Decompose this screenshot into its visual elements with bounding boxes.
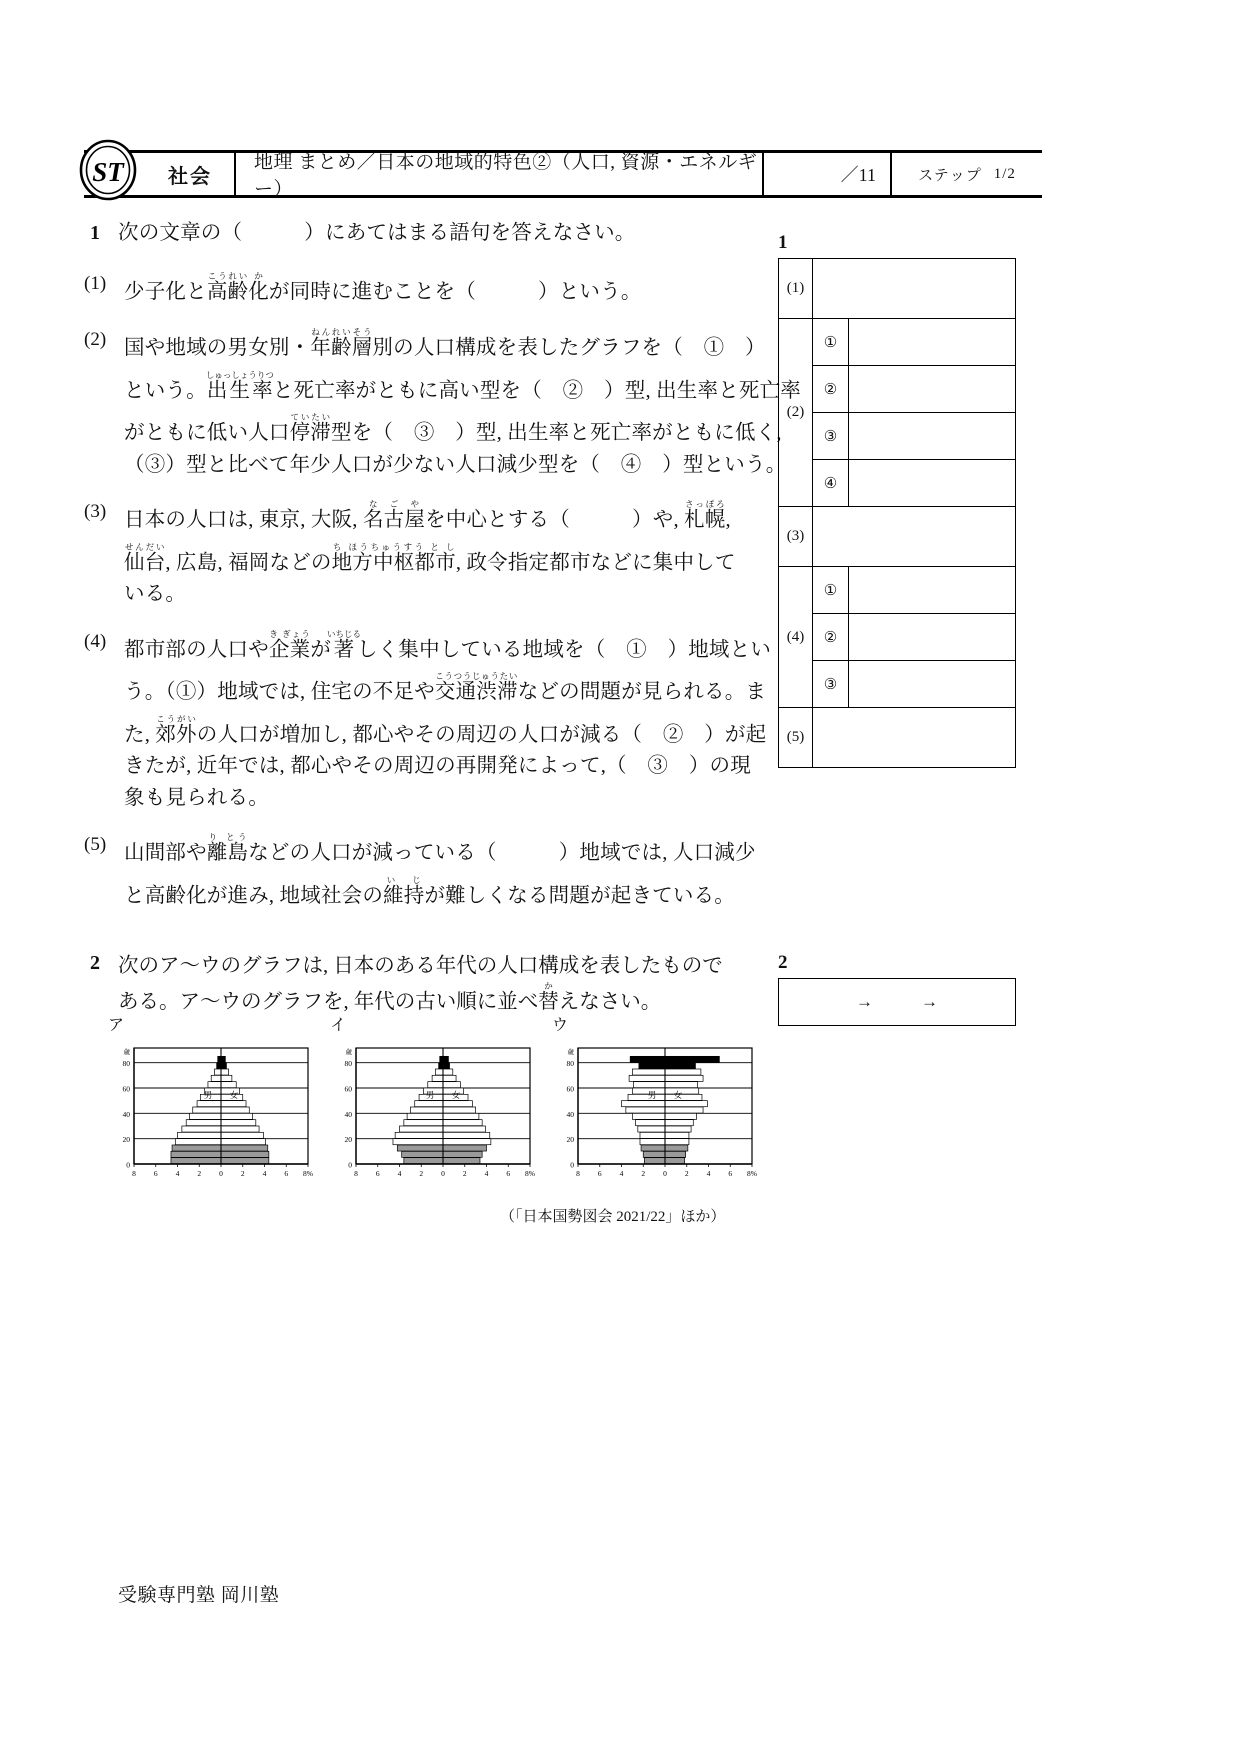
svg-text:6: 6 [284, 1169, 289, 1178]
svg-text:男: 男 [647, 1090, 657, 1100]
svg-text:60: 60 [566, 1084, 574, 1094]
pyramid-chart-b [330, 1012, 535, 1196]
answer-table-1-label: 1 [778, 232, 788, 253]
table-row [779, 319, 1016, 366]
answer-sub-2-2: ② [813, 366, 849, 413]
svg-text:40: 40 [344, 1109, 352, 1119]
svg-text:60: 60 [344, 1084, 352, 1094]
answer-cell-2-2[interactable] [849, 366, 1016, 413]
furigana-ka2: か [538, 981, 559, 992]
svg-text:0: 0 [441, 1169, 445, 1178]
furigana-shusshouritsu: しゅっしょうりつ [205, 369, 274, 380]
question-1-item-2 [84, 327, 802, 476]
answer-group-5: (5) [779, 708, 813, 768]
answer-sub-4-1: ① [813, 567, 849, 614]
item-4-line-4: きたが, 近年では, 都心やその周辺の再開発によって,（ ③ ）の現 [124, 755, 751, 777]
answer-group-2: (2) [779, 319, 813, 507]
question-2 [84, 952, 774, 1017]
svg-text:20: 20 [122, 1135, 130, 1145]
answer-cell-4-2[interactable] [849, 614, 1016, 661]
svg-text:0: 0 [348, 1160, 352, 1170]
furigana-ya: や [404, 499, 426, 509]
table-row [779, 366, 1016, 413]
svg-text:歳: 歳 [567, 1049, 574, 1056]
item-label-2: (2) [84, 329, 107, 350]
svg-text:20: 20 [344, 1135, 352, 1145]
svg-text:2: 2 [684, 1169, 689, 1178]
svg-text:6: 6 [375, 1169, 380, 1178]
svg-text:2: 2 [641, 1169, 646, 1178]
svg-text:女: 女 [451, 1090, 461, 1100]
answer-cell-2-4[interactable] [849, 460, 1016, 507]
answer-sub-2-1: ① [813, 319, 849, 366]
item-2-line-2: という。出生率しゅっしょうりつと死亡率がともに高い型を（ ② ）型, 出生率と死亡率 [124, 369, 802, 402]
population-pyramid-group [108, 1012, 768, 1202]
item-body-1 [124, 271, 764, 303]
item-1-line-1: 少子化と高齢こうれい化かが同時に進むことを（ ）という。 [124, 271, 642, 303]
question-2-line-2: ある。ア～ウのグラフを, 年代の古い順に並べ替かえなさい。 [118, 981, 662, 1014]
table-row [779, 661, 1016, 708]
page-footer: 受験専門塾 岡川塾 [118, 1585, 280, 1606]
furigana-chihou: ち ほうちゅうすう と し [331, 541, 456, 552]
furigana-go: ご [383, 499, 405, 509]
furigana-nenreisou: ねんれいそう [310, 327, 373, 337]
furigana-kourei: こうれい [206, 271, 249, 281]
header-score-field[interactable]: ／11 [762, 153, 890, 195]
question-2-line-1: 次のア～ウのグラフは, 日本のある年代の人口構成を表したもので [118, 955, 723, 977]
item-body-2 [124, 327, 801, 475]
svg-text:8: 8 [354, 1169, 358, 1178]
svg-text:0: 0 [126, 1160, 130, 1170]
svg-text:6: 6 [506, 1169, 511, 1178]
pyramid-c-label: ウ [552, 1017, 569, 1034]
answer-sub-2-3: ③ [813, 413, 849, 460]
svg-text:40: 40 [122, 1109, 130, 1119]
answer-table-2[interactable] [778, 978, 1016, 1026]
svg-text:4: 4 [262, 1169, 267, 1178]
item-5-line-2: と高齢化が進み, 地域社会の維持い じが難しくなる問題が起きている。 [124, 874, 735, 907]
svg-text:男: 男 [203, 1090, 213, 1100]
answer-2-arrow-2: → [921, 992, 938, 1011]
answer-group-1: (1) [779, 259, 813, 319]
header-title: 地理 まとめ／日本の地域的特色②（人口, 資源・エネルギー） [234, 153, 762, 195]
svg-text:6: 6 [153, 1169, 158, 1178]
pyramid-chart-a [108, 1012, 313, 1196]
furigana-kougai: こうがい [155, 713, 197, 724]
svg-text:0: 0 [570, 1160, 574, 1170]
furigana-na: な [362, 499, 384, 509]
item-2-line-4: （③）型と比べて年少人口が少ない人口減少型を（ ④ ）型という。 [124, 453, 787, 476]
question-1-prompt: 次の文章の（ ）にあてはまる語句を答えなさい。 [118, 222, 636, 244]
item-3-line-1: 日本の人口は, 東京, 大阪, 名な古ご屋やを中心とする（ ）や, 札幌さっぽろ, [124, 499, 731, 531]
item-5-line-1: 山間部や離島り とうなどの人口が減っている（ ）地域では, 人口減少 [124, 832, 756, 864]
table-row [779, 259, 1016, 319]
header-step [890, 153, 1042, 195]
step-value: 1/2 [993, 165, 1016, 182]
svg-text:6: 6 [728, 1169, 733, 1178]
svg-text:80: 80 [344, 1059, 352, 1069]
svg-text:4: 4 [397, 1169, 402, 1178]
item-3-line-3: いる。 [124, 583, 187, 605]
table-row [779, 567, 1016, 614]
svg-text:8%: 8% [747, 1169, 757, 1178]
svg-text:6: 6 [597, 1169, 602, 1178]
svg-text:男: 男 [425, 1090, 435, 1100]
answer-table-2-label: 2 [778, 952, 788, 973]
svg-text:8: 8 [132, 1169, 136, 1178]
question-1-item-4 [84, 628, 772, 809]
answer-cell-3[interactable] [813, 507, 1016, 567]
table-row [779, 708, 1016, 768]
question-1-prompt-row [84, 222, 764, 245]
answer-sub-2-4: ④ [813, 460, 849, 507]
svg-text:女: 女 [229, 1090, 239, 1100]
question-2-prompt [118, 952, 774, 1017]
furigana-sendai: せんだい [124, 541, 166, 552]
question-1-item-5 [84, 832, 764, 906]
answer-cell-2-1[interactable] [849, 319, 1016, 366]
item-label-1: (1) [84, 273, 107, 294]
item-label-4: (4) [84, 630, 107, 652]
st-logo [78, 139, 138, 201]
svg-text:0: 0 [219, 1169, 223, 1178]
svg-text:4: 4 [175, 1169, 180, 1178]
item-4-line-3: た, 郊外こうがいの人口が増加し, 都心やその周辺の人口が減る（ ② ）が起 [124, 713, 767, 746]
answer-2-arrow-1: → [856, 992, 873, 1011]
chart-source: （「日本国勢図会 2021/22」ほか） [500, 1209, 726, 1225]
furigana-ritou: り とう [206, 832, 249, 842]
svg-text:8%: 8% [303, 1169, 313, 1178]
item-body-4 [124, 629, 771, 809]
svg-text:2: 2 [419, 1169, 424, 1178]
item-4-line-2: う。（①）地域では, 住宅の不足や交通渋滞こうつうじゅうたいなどの問題が見られる。ま [124, 671, 767, 703]
svg-text:歳: 歳 [345, 1049, 352, 1056]
answer-cell-5[interactable] [813, 708, 1016, 768]
svg-text:8: 8 [576, 1169, 580, 1178]
svg-text:80: 80 [566, 1059, 574, 1069]
item-body-5 [124, 832, 764, 906]
furigana-iji: い じ [383, 874, 425, 885]
item-4-line-1: 都市部の人口や企業き ぎょうが著いちじるしく集中している地域を（ ① ）地域とい [124, 628, 772, 661]
svg-text:女: 女 [673, 1090, 683, 1100]
svg-text:ST: ST [92, 157, 124, 187]
furigana-ichijirushi: いちじる [327, 628, 362, 639]
answer-cell-4-1[interactable] [849, 567, 1016, 614]
svg-text:80: 80 [122, 1059, 130, 1069]
question-1-item-3 [84, 499, 764, 605]
table-row [779, 614, 1016, 661]
step-label: ステップ [918, 167, 982, 184]
question-2-prompt-row [84, 952, 774, 1017]
svg-text:4: 4 [484, 1169, 489, 1178]
answer-cell-1[interactable] [813, 259, 1016, 319]
answer-cell-2-3[interactable] [849, 413, 1016, 460]
svg-text:20: 20 [566, 1135, 574, 1145]
page-header [84, 150, 1042, 198]
item-3-line-2: 仙台せんだい, 広島, 福岡などの地方中枢都市ち ほうちゅうすう と し, 政令指定都市などに集中して [124, 541, 736, 574]
svg-text:0: 0 [663, 1169, 667, 1178]
question-1-number: 1 [90, 222, 100, 244]
item-4-line-5: 象も見られる。 [124, 786, 269, 809]
item-body-3 [124, 499, 764, 605]
item-label-5: (5) [84, 834, 107, 855]
furigana-ka: か [248, 271, 269, 281]
answer-group-3: (3) [779, 507, 813, 567]
svg-text:4: 4 [706, 1169, 711, 1178]
furigana-teitai: ていたい [289, 412, 332, 422]
question-2-number: 2 [90, 952, 100, 974]
svg-text:歳: 歳 [123, 1049, 130, 1056]
pyramid-b-label: イ [330, 1017, 347, 1034]
question-1 [84, 222, 802, 930]
answer-sub-4-2: ② [813, 614, 849, 661]
table-row [779, 460, 1016, 507]
answer-cell-4-3[interactable] [849, 661, 1016, 708]
svg-text:2: 2 [240, 1169, 245, 1178]
furigana-kigyou: き ぎょう [268, 628, 311, 639]
furigana-koutsuu: こうつうじゅうたい [434, 671, 518, 681]
header-subject: 社会 [168, 165, 212, 188]
table-row [779, 413, 1016, 460]
svg-text:2: 2 [197, 1169, 202, 1178]
answer-table-1 [778, 258, 1016, 768]
pyramid-a-label: ア [108, 1017, 125, 1034]
table-row [779, 507, 1016, 567]
pyramid-chart-c [552, 1012, 757, 1196]
svg-text:4: 4 [619, 1169, 624, 1178]
answer-sub-4-3: ③ [813, 661, 849, 708]
furigana-sapporo: さっぽろ [684, 499, 726, 509]
item-2-line-1: 国や地域の男女別・年齢層ねんれいそう別の人口構成を表したグラフを（ ① ） [124, 327, 766, 359]
item-2-line-3: がともに低い人口停滞ていたい型を（ ③ ）型, 出生率と死亡率がともに低く, [124, 412, 782, 444]
svg-text:8%: 8% [525, 1169, 535, 1178]
answer-group-4: (4) [779, 567, 813, 708]
svg-text:40: 40 [566, 1109, 574, 1119]
item-label-3: (3) [84, 501, 107, 522]
svg-text:2: 2 [462, 1169, 467, 1178]
question-1-item-1 [84, 271, 764, 303]
svg-text:60: 60 [122, 1084, 130, 1094]
